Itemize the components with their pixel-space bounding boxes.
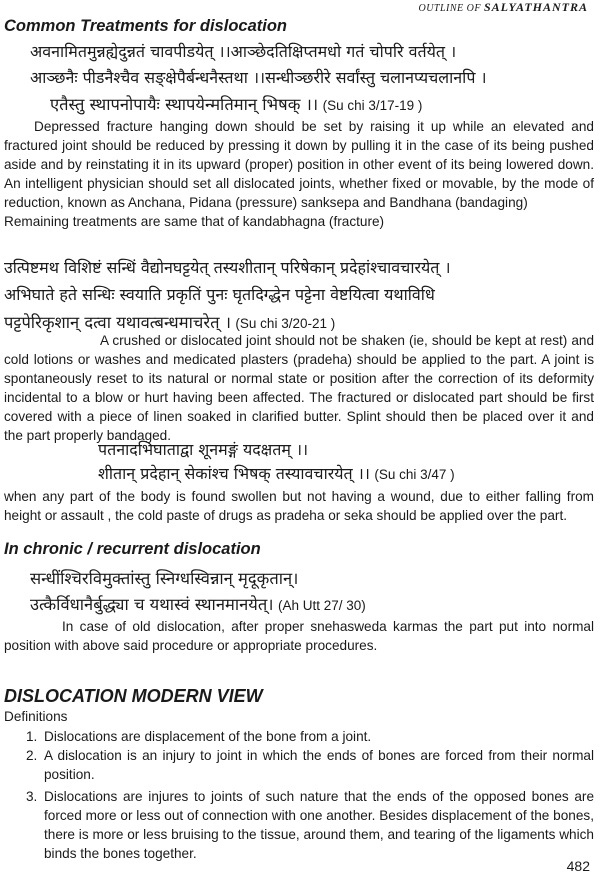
section-heading-chronic: In chronic / recurrent dislocation (4, 540, 261, 558)
list-item (4, 746, 594, 784)
sanskrit-verse-line: अवनामितमुन्नह्येदुन्नतं चावपीडयेत् ।।आञ्छेदतिक्षिप्तमधो गतं चोपरि वर्तयेत् । (30, 42, 457, 61)
page-number: 482 (566, 858, 590, 874)
verse-reference: (Su chi 3/20-21 ) (235, 316, 336, 331)
section-heading-modern-view: DISLOCATION MODERN VIEW (4, 686, 263, 706)
running-header (418, 0, 588, 15)
verse-reference: (Ah Utt 27/ 30) (277, 598, 366, 613)
definitions-list (4, 727, 594, 863)
list-item-text: Dislocations are injures to joints of such nature that the ends of the opposed bones are forced more or less out of connection with one another. Besides displacement of the bones, there is more or less bruising to the tissue, around them, and tearing of the ligaments which binds the bones together. (44, 789, 594, 861)
verse-with-reference (98, 462, 455, 484)
paragraph-text: In case of old dislocation, after proper snehasweda karmas the part put into normal position with above said procedure or appropriate procedures. (4, 619, 594, 653)
sanskrit-verse-line: आञ्छनैः पीडनैश्चैव सङ्क्षेपैर्बन्धनैस्तथा ।।सन्धीञ्छरीरे सर्वांस्तु चलानप्यचलानपि । (30, 68, 487, 87)
sanskrit-verse-line: अभिघाते हते सन्धिः स्वयाति प्रकृतिं पुनः घृतदिग्द्धेन पट्टेना वेष्टयित्वा यथाविधि (4, 285, 435, 304)
header-outline: OUTLINE OF (418, 3, 481, 14)
section-heading-common-treatments: Common Treatments for dislocation (4, 17, 287, 35)
sanskrit-verse-line: पतनादभिघाताद्वा शूनमङ्गं यदक्षतम् ।। (98, 440, 309, 459)
sanskrit-verse-line: एतैस्तु स्थापनोपायैः स्थापयेन्मतिमान् भिषक् ।। (50, 95, 319, 114)
verse-with-reference (50, 92, 422, 115)
paragraph-text: Depressed fracture hanging down should be set by raising it up while an elevated and fractured joint should be reduced by pressing it down by pulling it in the case of its being pushed aside and by reinstating it in its upward (proper) position in other event of its being lowered down. An intelligent physician should set all dislocated joints, whether fixed or movable, by the mode of reduction, known as Anchana, Pidana (pressure) sanksepa and Bandhana (bandaging) (4, 119, 594, 210)
paragraph (4, 487, 594, 525)
verse-with-reference (4, 310, 335, 333)
list-item-text: A dislocation is an injury to joint in which the ends of bones are forced from their normal position. (44, 748, 594, 782)
sanskrit-verse-line: शीतान् प्रदेहान् सेकांश्च भिषक् तस्यावचारयेत् ।। (98, 464, 370, 483)
list-item (4, 727, 594, 746)
sanskrit-verse-line: पट्टपेरिकृशान् दत्वा यथावत्बन्धमाचरेत् । (4, 313, 231, 332)
paragraph (4, 617, 594, 655)
paragraph-text: when any part of the body is found swollen but not having a wound, due to either falling from height or assault , the cold paste of drugs as pradeha or seka should be applied over the part. (4, 489, 594, 523)
paragraph-text: Remaining treatments are same that of kandabhagna (fracture) (4, 214, 385, 229)
paragraph (4, 331, 594, 445)
list-item-number: 3. (26, 789, 38, 804)
subheading-definitions: Definitions (4, 709, 68, 724)
sanskrit-verse-line: उत्कैर्विधानैर्बुद्ध्या च यथास्वं स्थानमानयेत्। (30, 595, 274, 614)
paragraph-text: A crushed or dislocated joint should not be shaken (ie, should be kept at rest) and cold lotions or washes and medicated plasters (pradeha) should be applied to the part. A joint is spontaneously reset to its natural or normal state or position after the correction of its deformity incidental to a blow or hurt having been affected. The fractured or dislocated part should be first covered with a piece of linen soaked in clarified butter. Splint should then be placed over it and the part properly bandaged. (4, 333, 594, 443)
verse-with-reference (30, 592, 366, 615)
paragraph (4, 117, 594, 231)
sanskrit-verse-line: उत्पिष्टमथ विशिष्टं सन्धिं वैद्योनघट्टयेत् तस्यशीतान् परिषेकान् प्रदेहांश्चावचारयेत् । (4, 258, 451, 277)
verse-reference: (Su chi 3/17-19 ) (322, 98, 423, 113)
list-item-number: 1. (26, 729, 38, 744)
list-item-number: 2. (26, 748, 38, 763)
verse-reference: (Su chi 3/47 ) (374, 467, 455, 482)
list-item (4, 787, 594, 863)
list-item-text: Dislocations are displacement of the bone from a joint. (44, 729, 372, 744)
header-book-title: SALYATHANTRA (483, 0, 588, 14)
sanskrit-verse-line: सन्धींश्चिरविमुक्तांस्तु स्निग्धस्विन्नान् मृदूकृतान्। (30, 569, 299, 588)
